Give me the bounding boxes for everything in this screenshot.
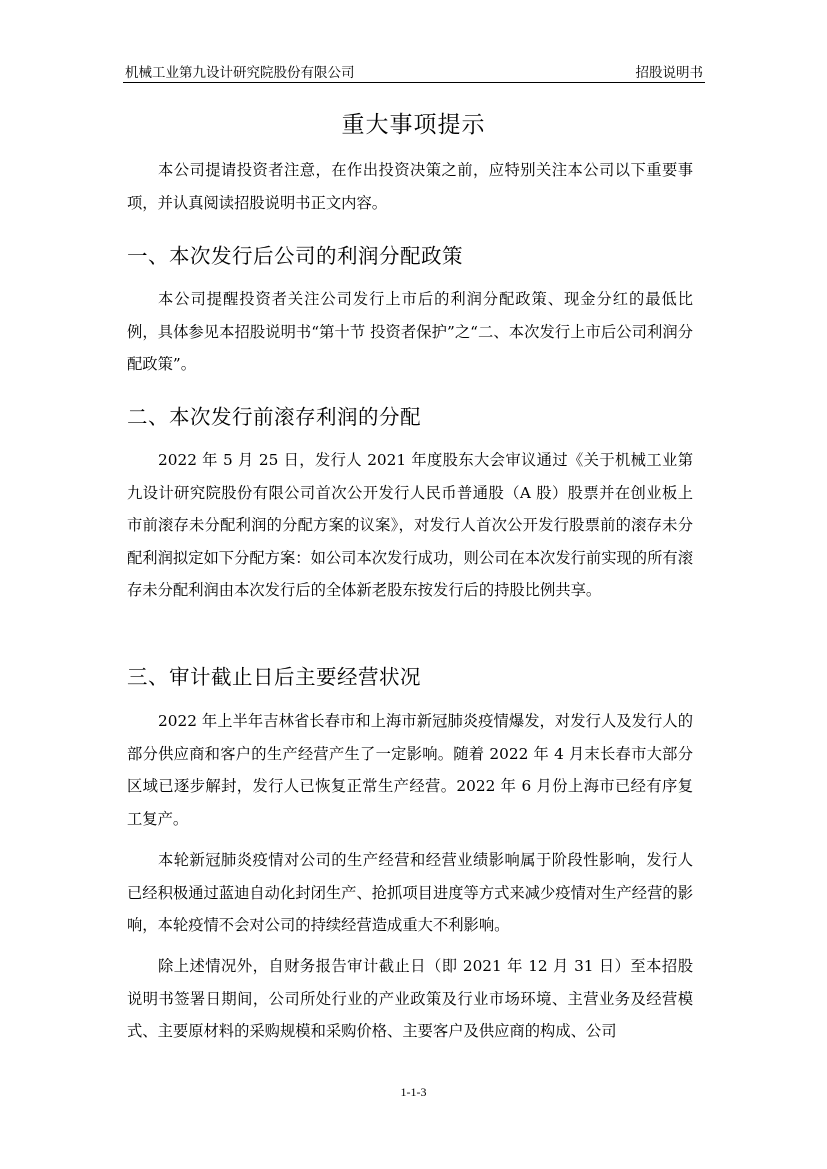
header-company-name: 机械工业第九设计研究院股份有限公司 xyxy=(125,65,355,81)
section-heading-2: 二、本次发行前滚存利润的分配 xyxy=(127,405,421,429)
page-number: 1-1-3 xyxy=(400,1085,427,1099)
section-2-paragraph-1: 2022 年 5 月 25 日，发行人 2021 年度股东大会审议通过《关于机械工业第九设计研究院股份有限公司首次公开发行人民币普通股（A 股）股票并在创业板上市前滚存未分配利润的分配方案的议案》，对发行人首次公开发行股票前的滚存未分配利润拟定如下分配方案：如公司本次发行成功，则公司在本次发行前实现的所有滚存未分配利润由本次发行后的全体新老股东按发行后的持股比例共享。 xyxy=(127,451,693,599)
page-header xyxy=(123,60,705,83)
section-3-paragraph-1: 2022 年上半年吉林省长春市和上海市新冠肺炎疫情爆发，对发行人及发行人的部分供应商和客户的生产经营产生了一定影响。随着 2022 年 4 月末长春市大部分区域已逐步解封，发行人已恢复正常生产经营。2022 年 6 月份上海市已经有序复工复产。 xyxy=(127,712,693,828)
section-1-paragraph-1: 本公司提醒投资者关注公司发行上市后的利润分配政策、现金分红的最低比例，具体参见本招股说明书“第十节 投资者保护”之“二、本次发行上市后公司利润分配政策”。 xyxy=(127,290,693,373)
header-document-type: 招股说明书 xyxy=(635,65,703,81)
section-heading-1: 一、本次发行后公司的利润分配政策 xyxy=(127,244,463,268)
intro-paragraph: 本公司提请投资者注意，在作出投资决策之前，应特别关注本公司以下重要事项，并认真阅读招股说明书正文内容。 xyxy=(127,161,693,212)
page-title: 重大事项提示 xyxy=(341,112,486,138)
section-3-paragraph-2: 本轮新冠肺炎疫情对公司的生产经营和经营业绩影响属于阶段性影响，发行人已经积极通过蓝迪自动化封闭生产、抢抓项目进度等方式来减少疫情对生产经营的影响，本轮疫情不会对公司的持续经营造成重大不利影响。 xyxy=(127,851,693,934)
section-3-paragraph-3: 除上述情况外，自财务报告审计截止日（即 2021 年 12 月 31 日）至本招股说明书签署日期间，公司所处行业的产业政策及行业市场环境、主营业务及经营模式、主要原材料的采购规模和采购价格、主要客户及供应商的构成、公司 xyxy=(127,957,693,1040)
section-heading-3: 三、审计截止日后主要经营状况 xyxy=(127,665,421,689)
